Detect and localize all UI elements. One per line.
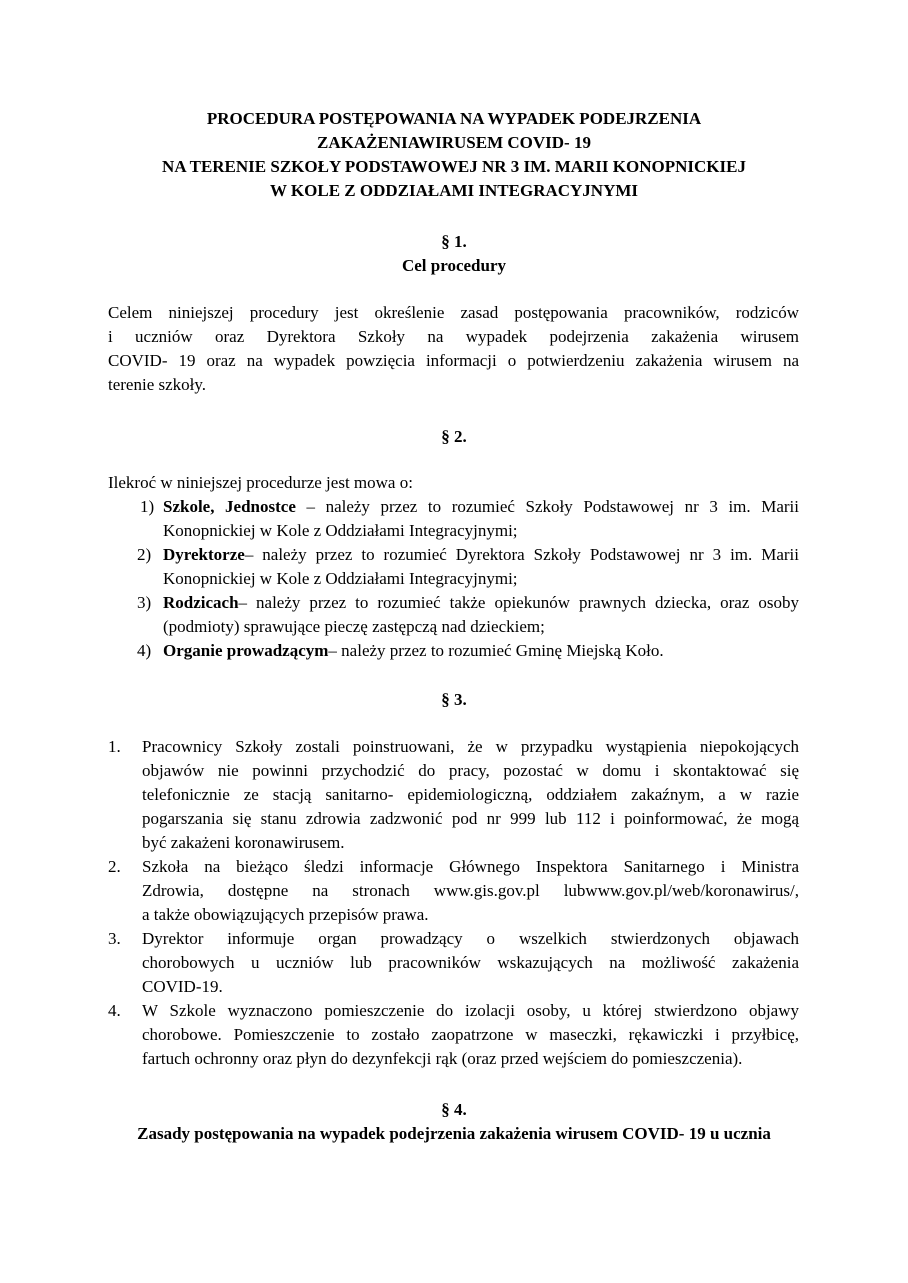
list-item-number: 3) — [137, 593, 152, 612]
list-item-number: 1) — [140, 497, 155, 516]
section-2-heading: § 2. — [441, 427, 467, 446]
list-item-line — [163, 591, 799, 615]
list-item — [108, 735, 799, 855]
list-item — [108, 927, 799, 999]
list-item-number: 2) — [137, 545, 152, 564]
definition-text: – należy przez to rozumieć Gminę Miejską Koło. — [328, 641, 664, 660]
list-item-line: Zdrowia, dostępne na stronach www.gis.gov.pl lubwww.gov.pl/web/koronawirus/, — [142, 881, 799, 900]
procedure-list — [108, 735, 799, 1071]
definition-text: – należy przez to rozumieć Szkoły Podstawowej nr 3 im. Marii — [295, 497, 799, 516]
paragraph-line: Celem niniejszej procedury jest określenie zasad postępowania pracowników, rodziców — [108, 303, 799, 322]
list-item-number: 4. — [108, 1001, 121, 1020]
paragraph-line: terenie szkoły. — [108, 375, 207, 394]
list-item-number: 3. — [108, 929, 121, 948]
list-item — [108, 999, 799, 1071]
section-1-subheading: Cel procedury — [401, 256, 507, 275]
title-line-4: W KOLE Z ODDZIAŁAMI INTEGRACYJNYMI — [269, 181, 639, 200]
term: Organie prowadzącym — [163, 641, 329, 660]
document-title — [100, 107, 808, 203]
list-item — [137, 591, 799, 639]
list-item-number: 4) — [137, 641, 152, 660]
term: Dyrektorze — [163, 545, 245, 564]
section-4-subheading: Zasady postępowania na wypadek podejrzenia zakażenia wirusem COVID- 19 u ucznia — [137, 1124, 771, 1143]
list-item-line: objawów nie powinni przychodzić do pracy, pozostać w domu i skontaktować się — [142, 761, 799, 780]
list-item-line: Pracownicy Szkoły zostali poinstruowani, że w przypadku wystąpienia niepokojących — [142, 737, 799, 756]
paragraph-line: COVID- 19 oraz na wypadek powzięcia informacji o potwierdzeniu zakażenia wirusem na — [108, 351, 799, 370]
list-item-line: Konopnickiej w Kole z Oddziałami Integracyjnymi; — [163, 521, 518, 540]
list-item — [140, 495, 799, 543]
term: Rodzicach — [163, 593, 239, 612]
list-item-number: 2. — [108, 857, 121, 876]
definition-text: – należy przez to rozumieć Dyrektora Szkoły Podstawowej nr 3 im. Marii — [244, 545, 799, 564]
list-item-line: COVID-19. — [142, 977, 223, 996]
list-item-line: pogarszania się stanu zdrowia zadzwonić pod nr 999 lub 112 i poinformować, że mogą — [142, 809, 799, 828]
list-item-line: telefonicznie ze stacją sanitarno- epidemiologiczną, oddziałem zakaźnym, a w razie — [142, 785, 799, 804]
title-line-2: ZAKAŻENIAWIRUSEM COVID- 19 — [317, 133, 591, 152]
list-item-line: być zakażeni koronawirusem. — [142, 833, 345, 852]
list-item-line: chorobowe. Pomieszczenie to zostało zaopatrzone w maseczki, rękawiczki i przyłbicę, — [142, 1025, 799, 1044]
term: Szkole, Jednostce — [163, 497, 296, 516]
section-1-heading: § 1. — [441, 232, 467, 251]
list-item — [137, 639, 799, 663]
section-1-paragraph — [108, 301, 799, 397]
list-item-line — [163, 495, 799, 519]
section-3-heading: § 3. — [441, 690, 467, 709]
list-item-line: Dyrektor informuje organ prowadzący o wszelkich stwierdzonych objawach — [142, 929, 799, 948]
paragraph-line: i uczniów oraz Dyrektora Szkoły na wypadek podejrzenia zakażenia wirusem — [108, 327, 799, 346]
list-item — [108, 855, 799, 927]
list-item-line: a także obowiązujących przepisów prawa. — [142, 905, 429, 924]
list-item-line — [163, 639, 799, 663]
list-item-line — [163, 543, 799, 567]
title-line-3: NA TERENIE SZKOŁY PODSTAWOWEJ NR 3 IM. MARII KONOPNICKIEJ — [162, 157, 746, 176]
list-item-line: fartuch ochronny oraz płyn do dezynfekcji rąk (oraz przed wejściem do pomieszczenia). — [142, 1049, 743, 1068]
list-item-line: Szkoła na bieżąco śledzi informacje Głównego Inspektora Sanitarnego i Ministra — [142, 857, 799, 876]
list-item-line: W Szkole wyznaczono pomieszczenie do izolacji osoby, u której stwierdzono objawy — [142, 1001, 799, 1020]
list-item — [137, 543, 799, 591]
definition-text: – należy przez to rozumieć także opiekunów prawnych dziecka, oraz osoby — [238, 593, 799, 612]
list-item-line: chorobowych u uczniów lub pracowników wskazujących na możliwość zakażenia — [142, 953, 799, 972]
list-item-line: Konopnickiej w Kole z Oddziałami Integracyjnymi; — [163, 569, 518, 588]
list-item-number: 1. — [108, 737, 121, 756]
section-2-intro: Ilekroć w niniejszej procedurze jest mowa o: — [108, 473, 413, 492]
list-item-line: (podmioty) sprawujące pieczę zastępczą nad dzieckiem; — [163, 617, 545, 636]
title-line-1: PROCEDURA POSTĘPOWANIA NA WYPADEK PODEJRZENIA — [206, 109, 702, 128]
section-4-heading: § 4. — [441, 1100, 467, 1119]
definitions-list — [137, 495, 799, 663]
